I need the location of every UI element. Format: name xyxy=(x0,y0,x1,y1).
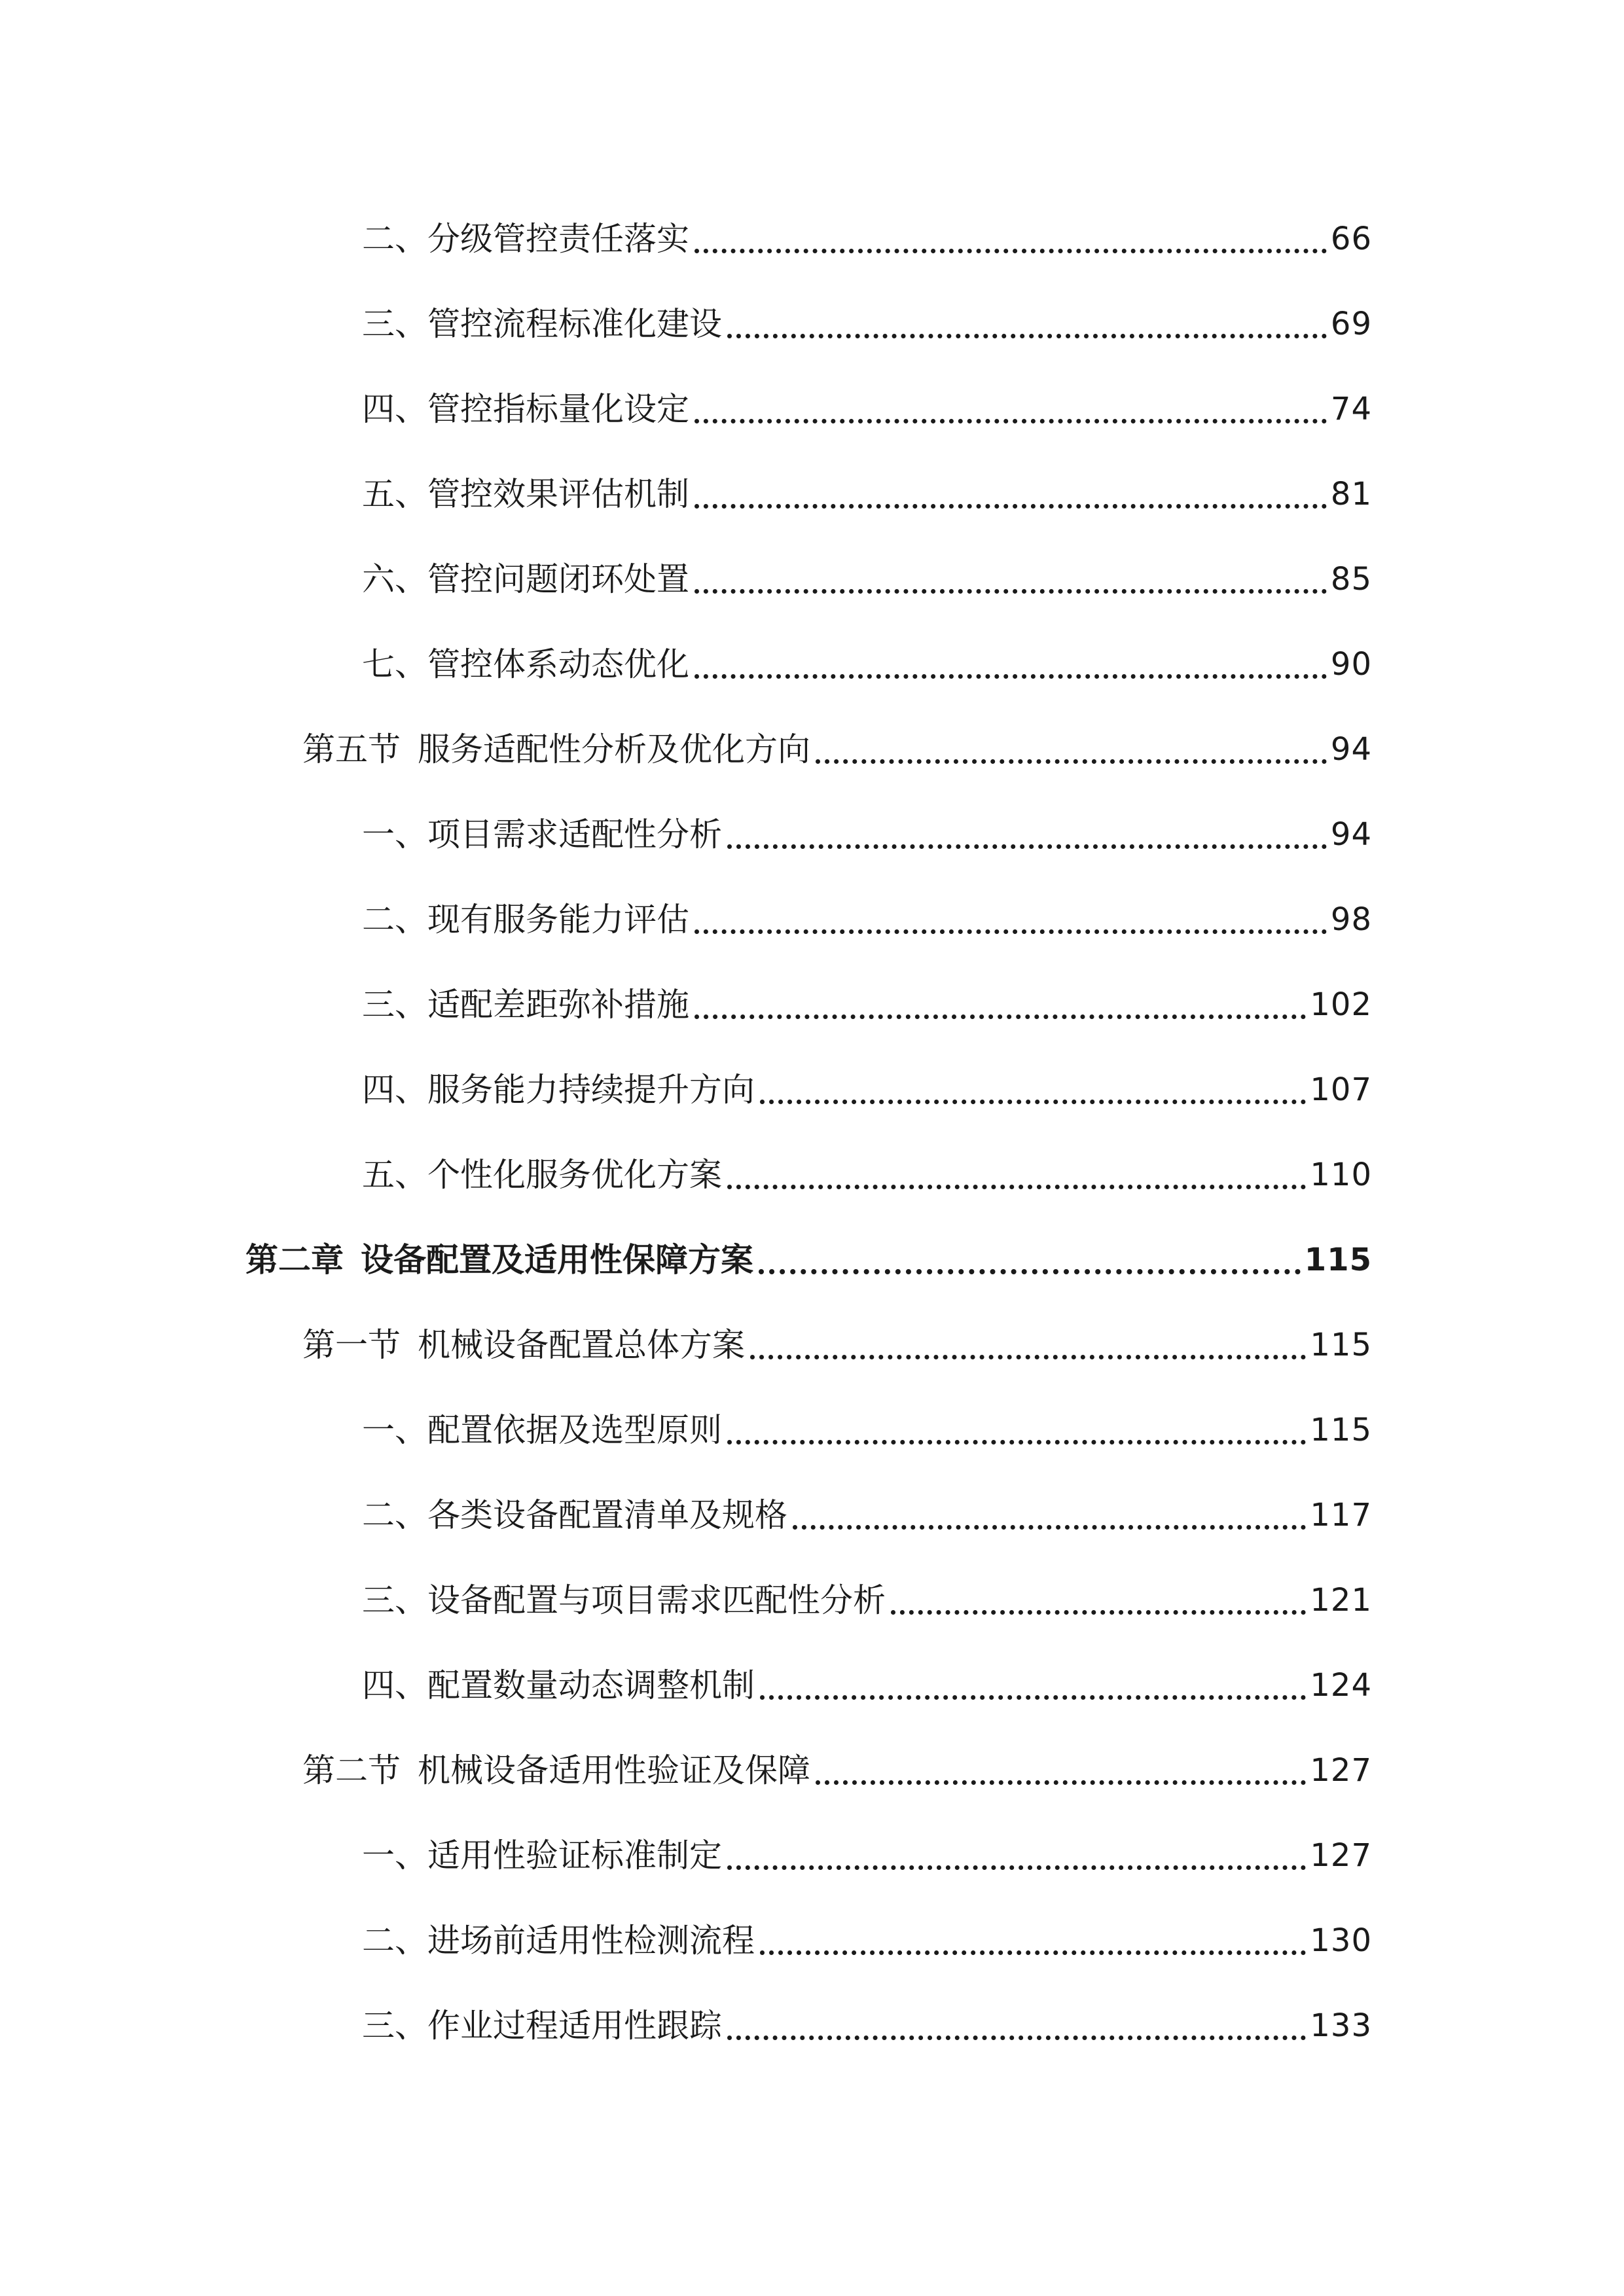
toc-entry[interactable] xyxy=(362,383,1372,435)
toc-entry-page: 66 xyxy=(1330,221,1372,257)
toc-entry-prefix: 四、 xyxy=(362,1666,427,1704)
toc-entry-page: 74 xyxy=(1330,391,1372,427)
toc-leader-dots xyxy=(760,1695,1306,1700)
toc-entry[interactable] xyxy=(362,553,1372,605)
toc-entry-title: 服务能力持续提升方向 xyxy=(427,1071,755,1109)
toc-entry-title: 进场前适用性检测流程 xyxy=(427,1922,755,1960)
toc-entry-title: 现有服务能力评估 xyxy=(427,901,689,939)
toc-entry[interactable] xyxy=(362,1914,1372,1967)
toc-leader-dots xyxy=(695,929,1327,934)
toc-leader-dots xyxy=(695,419,1327,423)
toc-entry-title: 机械设备适用性验证及保障 xyxy=(418,1751,810,1789)
toc-entry-prefix: 四、 xyxy=(362,1071,427,1109)
toc-entry[interactable] xyxy=(362,1149,1372,1201)
toc-entry-title: 适用性验证标准制定 xyxy=(427,1837,722,1874)
toc-entry-page: 127 xyxy=(1310,1837,1372,1874)
toc-leader-dots xyxy=(759,1269,1301,1274)
toc-entry-title: 适配差距弥补措施 xyxy=(427,986,689,1024)
toc-entry-page: 94 xyxy=(1330,816,1372,853)
toc-entry-page: 117 xyxy=(1310,1497,1372,1534)
toc-leader-dots xyxy=(727,1185,1306,1189)
toc-leader-dots xyxy=(695,249,1327,253)
toc-entry-prefix: 三、 xyxy=(362,2007,427,2045)
toc-entry-page: 115 xyxy=(1310,1327,1372,1363)
toc-entry-page: 127 xyxy=(1310,1752,1372,1789)
toc-entry-prefix: 二、 xyxy=(362,220,427,258)
toc-entry-page: 94 xyxy=(1330,731,1372,768)
toc-leader-dots xyxy=(891,1610,1306,1615)
toc-entry[interactable] xyxy=(362,1574,1372,1626)
toc-leader-dots xyxy=(727,844,1327,849)
toc-entry[interactable] xyxy=(362,1404,1372,1456)
toc-entry-prefix: 三、 xyxy=(362,1581,427,1619)
toc-entry[interactable] xyxy=(362,298,1372,350)
toc-leader-dots xyxy=(750,1355,1306,1359)
toc-entry-page: 115 xyxy=(1304,1242,1372,1278)
toc-entry-title: 服务适配性分析及优化方向 xyxy=(418,730,810,768)
toc-entry-prefix: 五、 xyxy=(362,475,427,513)
toc-chapter-entry[interactable] xyxy=(245,1234,1372,1286)
toc-entry-page: 90 xyxy=(1330,646,1372,683)
toc-leader-dots xyxy=(695,674,1327,679)
toc-entry-prefix: 第五节 xyxy=(302,730,401,768)
toc-entry[interactable] xyxy=(362,638,1372,691)
toc-section-entry[interactable] xyxy=(302,723,1372,776)
toc-leader-dots xyxy=(727,1440,1306,1444)
toc-entry[interactable] xyxy=(362,213,1372,265)
toc-section-entry[interactable] xyxy=(302,1744,1372,1797)
toc-leader-dots xyxy=(793,1525,1306,1530)
toc-leader-dots xyxy=(695,1014,1306,1019)
toc-leader-dots xyxy=(727,1865,1306,1870)
toc-entry-prefix: 七、 xyxy=(362,645,427,683)
toc-entry[interactable] xyxy=(362,1489,1372,1541)
toc-leader-dots xyxy=(760,1100,1306,1104)
toc-entry-prefix: 第二章 xyxy=(245,1241,344,1279)
toc-leader-dots xyxy=(816,759,1327,764)
toc-leader-dots xyxy=(727,2036,1306,2040)
toc-entry-title: 管控指标量化设定 xyxy=(427,390,689,428)
toc-entry[interactable] xyxy=(362,1659,1372,1712)
toc-entry-prefix: 二、 xyxy=(362,901,427,939)
toc-entry-title: 管控问题闭环处置 xyxy=(427,560,689,598)
toc-entry-title: 机械设备配置总体方案 xyxy=(418,1326,745,1364)
toc-entry-prefix: 六、 xyxy=(362,560,427,598)
toc-entry-prefix: 四、 xyxy=(362,390,427,428)
toc-entry-prefix: 三、 xyxy=(362,986,427,1024)
toc-entry-prefix: 二、 xyxy=(362,1922,427,1960)
toc-entry-page: 107 xyxy=(1310,1071,1372,1108)
toc-entry-prefix: 五、 xyxy=(362,1156,427,1194)
toc-entry-page: 85 xyxy=(1330,561,1372,598)
toc-section-entry[interactable] xyxy=(302,1319,1372,1371)
toc-entry[interactable] xyxy=(362,978,1372,1031)
toc-entry-page: 98 xyxy=(1330,901,1372,938)
toc-entry[interactable] xyxy=(362,1829,1372,1882)
toc-entry-title: 配置依据及选型原则 xyxy=(427,1411,722,1449)
toc-entry-title: 各类设备配置清单及规格 xyxy=(427,1496,787,1534)
toc-entry-prefix: 三、 xyxy=(362,305,427,343)
toc-leader-dots xyxy=(760,1950,1306,1955)
toc-entry-title: 分级管控责任落实 xyxy=(427,220,689,258)
toc-entry-title: 个性化服务优化方案 xyxy=(427,1156,722,1194)
toc-leader-dots xyxy=(816,1780,1306,1785)
toc-entry[interactable] xyxy=(362,2000,1372,2052)
toc-entry-page: 121 xyxy=(1310,1582,1372,1619)
toc-entry-page: 102 xyxy=(1310,986,1372,1023)
toc-entry-prefix: 一、 xyxy=(362,816,427,853)
toc-entry-page: 130 xyxy=(1310,1922,1372,1959)
toc-entry-page: 110 xyxy=(1310,1157,1372,1193)
toc-entry-page: 124 xyxy=(1310,1667,1372,1704)
toc-entry-title: 设备配置及适用性保障方案 xyxy=(361,1241,753,1279)
toc-entry-title: 配置数量动态调整机制 xyxy=(427,1666,755,1704)
toc-leader-dots xyxy=(727,334,1327,338)
toc-entry-prefix: 一、 xyxy=(362,1411,427,1449)
toc-entry-title: 管控流程标准化建设 xyxy=(427,305,722,343)
toc-entry[interactable] xyxy=(362,468,1372,520)
toc-entry-page: 69 xyxy=(1330,306,1372,342)
toc-entry-title: 项目需求适配性分析 xyxy=(427,816,722,853)
toc-entry-prefix: 第一节 xyxy=(302,1326,401,1364)
toc-leader-dots xyxy=(695,504,1327,509)
toc-entry[interactable] xyxy=(362,808,1372,861)
toc-entry-prefix: 第二节 xyxy=(302,1751,401,1789)
toc-entry-title: 作业过程适用性跟踪 xyxy=(427,2007,722,2045)
toc-leader-dots xyxy=(695,589,1327,594)
toc-entry-page: 115 xyxy=(1310,1412,1372,1448)
toc-entry-page: 81 xyxy=(1330,476,1372,512)
toc-entry-prefix: 一、 xyxy=(362,1837,427,1874)
toc-entry-title: 管控效果评估机制 xyxy=(427,475,689,513)
toc-entry-title: 管控体系动态优化 xyxy=(427,645,689,683)
toc-entry[interactable] xyxy=(362,1064,1372,1116)
toc-entry-prefix: 二、 xyxy=(362,1496,427,1534)
toc-entry-page: 133 xyxy=(1310,2007,1372,2044)
toc-entry-title: 设备配置与项目需求匹配性分析 xyxy=(427,1581,886,1619)
toc-entry[interactable] xyxy=(362,893,1372,946)
